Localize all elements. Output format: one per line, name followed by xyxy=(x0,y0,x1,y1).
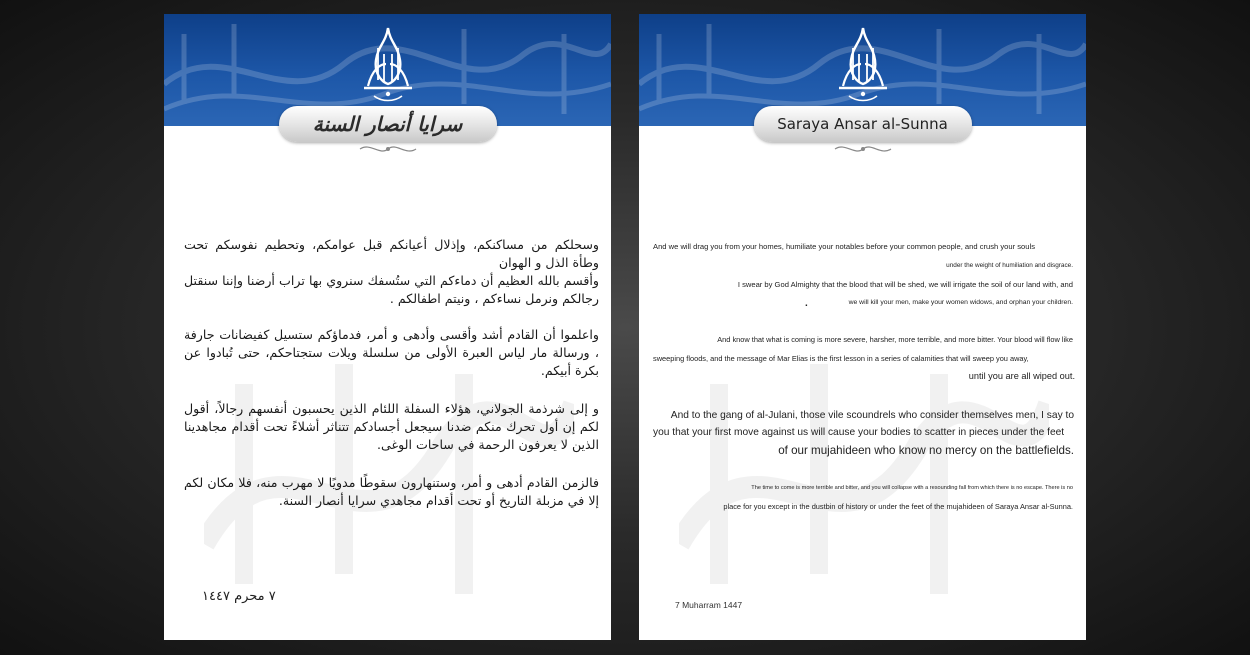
statement-paragraph: واعلموا أن القادم أشد وأقسى وأدهى و أمر، فدماؤكم ستسيل كفيضانات جارفة ، ورسالة مار لياس العبرة الأولى من سلسلة ويلات ستجتاحكم، حتى تُبادوا عن بكرة أبيكم. xyxy=(184,327,599,378)
statement-line: until you are all wiped out. xyxy=(968,371,1075,381)
ornament-icon xyxy=(833,142,893,156)
statement-line: And we will drag you from your homes, humiliate your notables before your common people, and crush your souls xyxy=(653,242,1035,251)
statement-paragraph: فالزمن القادم أدهى و أمر، وستنهارون سقوطًا مدويًا لا مهرب منه، فلا مكان لكم إلا في مزبلة التاريخ أو تحت أقدام مجاهدي سرايا أنصار السنة. xyxy=(184,475,599,508)
statement-line: And to the gang of al-Julani, those vile scoundrels who consider themselves men, I say to xyxy=(670,410,1074,421)
english-statement-page xyxy=(639,14,1086,640)
statement-paragraph: وسحلكم من مساكنكم، وإذلال أعيانكم قبل عوامكم، وتحطيم نفوسكم تحت وطأة الذل و الهوان وأقسم بالله العظيم أن دماءكم التي ستُسفك سنروي بها تراب أرضنا وإننا سنقتل رجالكم ونرمل نساءكم ، ونيتم اطفالكم . xyxy=(184,237,599,306)
statement-line: place for you except in the dustbin of history or under the feet of the mujahideen of Saraya Ansar al-Sunna. xyxy=(723,502,1073,511)
group-name-plate xyxy=(754,106,972,142)
statement-paragraph: و إلى شرذمة الجولاني، هؤلاء السفلة اللئام الذين يحسبون أنفسهم رجالاً، أقول لكم إن أول تحرك منكم ضدنا سيجعل أجسادكم تتناثر أشلاءً تحت أقدام مجاهدينا الذين لا يعرفون الرحمة في ساحات الوغى. xyxy=(184,401,599,452)
statement-line: sweeping floods, and the message of Mar Elias is the first lesson in a series of calamities that will sweep you away, xyxy=(653,354,1029,363)
statement-mark: . xyxy=(805,298,808,309)
group-name-plate xyxy=(279,106,497,142)
statement-line: you that your first move against us will cause your bodies to scatter in pieces under the feet xyxy=(653,427,1065,438)
hijri-date: 7 Muharram 1447 xyxy=(675,600,743,610)
ornament-icon xyxy=(358,142,418,156)
calligraphic-emblem-icon xyxy=(831,24,895,104)
statement-line: under the weight of humiliation and disgrace. xyxy=(946,262,1073,269)
page-title: Saraya Ansar al-Sunna xyxy=(777,115,948,133)
statement-line: of our mujahideen who know no mercy on the battlefields. xyxy=(778,444,1074,457)
calligraphic-emblem-icon xyxy=(356,24,420,104)
hijri-date: ٧ محرم ١٤٤٧ xyxy=(202,589,276,604)
statement-line: And know that what is coming is more severe, harsher, more terrible, and more bitter. Your blood will flow like xyxy=(717,335,1073,344)
arabic-statement-page xyxy=(164,14,611,640)
statement-line: The time to come is more terrible and bitter, and you will collapse with a resounding fall from which there is no escape. There is no xyxy=(751,485,1073,491)
statement-line: I swear by God Almighty that the blood that will be shed, we will irrigate the soil of our land with, and xyxy=(737,280,1073,289)
statement-line: we will kill your men, make your women widows, and orphan your children. xyxy=(848,299,1073,306)
watermark-emblem-icon xyxy=(679,344,1049,604)
page-title: سرايا أنصار السنة xyxy=(312,112,463,136)
